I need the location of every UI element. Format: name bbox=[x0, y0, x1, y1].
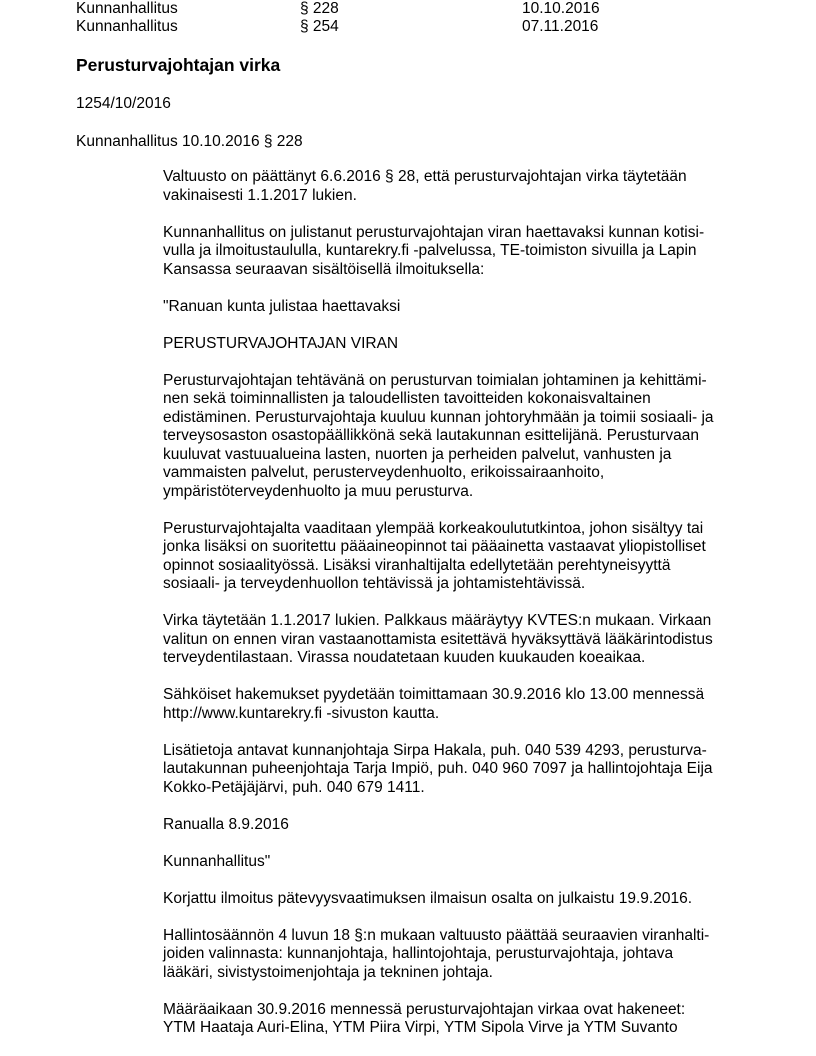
body-paragraph bbox=[163, 853, 743, 872]
paragraph-line: PERUSTURVAJOHTAJAN VIRAN bbox=[163, 334, 399, 352]
paragraph-line: lääkäri, sivistystoimenjohtaja ja tekninen johtaja. bbox=[163, 963, 493, 981]
header-row bbox=[76, 18, 776, 36]
paragraph-line: ympäristöterveydenhuolto ja muu perusturva. bbox=[163, 482, 474, 500]
paragraph-line: vammaisten palvelut, perusterveydenhuolto, erikoissairaanhoito, bbox=[163, 464, 605, 481]
paragraph-line: Hallintosäännön 4 luvun 18 §:n mukaan valtuusto päättää seuraavien viranhalti- bbox=[163, 926, 710, 944]
paragraph-line: "Ranuan kunta julistaa haettavaksi bbox=[163, 297, 401, 315]
paragraph-line: edistäminen. Perusturvajohtaja kuuluu kunnan johtoryhmään ja toimii sosiaali- ja bbox=[163, 408, 714, 426]
paragraph-line: terveysosaston osastopäällikkönä sekä lautakunnan esittelijänä. Perusturvaan bbox=[163, 427, 699, 444]
paragraph-line: terveydentilastaan. Virassa noudatetaan kuuden kuukauden koeaikaa. bbox=[163, 649, 646, 666]
body-paragraph bbox=[163, 298, 743, 317]
header-table bbox=[76, 0, 776, 36]
paragraph-line: Lisätietoja antavat kunnanjohtaja Sirpa Hakala, puh. 040 539 4293, perusturva- bbox=[163, 741, 707, 759]
paragraph-line: Kansassa seuraavan sisältöisellä ilmoituksella: bbox=[163, 260, 485, 278]
paragraph-line: Korjattu ilmoitus pätevyysvaatimuksen ilmaisun osalta on julkaistu 19.9.2016. bbox=[163, 889, 692, 907]
document-body bbox=[163, 168, 743, 1056]
paragraph-line: Perusturvajohtajalta vaaditaan ylempää korkeakoulututkintoa, johon sisältyy tai bbox=[163, 519, 704, 537]
header-date: 07.11.2016 bbox=[522, 18, 599, 35]
body-paragraph bbox=[163, 742, 743, 798]
paragraph-line: nen sekä toiminnallisten ja taloudellisten tavoitteiden kokonaisvaltainen bbox=[163, 390, 651, 407]
header-section: § 254 bbox=[300, 18, 339, 35]
body-paragraph bbox=[163, 890, 743, 909]
paragraph-line: Valtuusto on päättänyt 6.6.2016 § 28, että perusturvajohtajan virka täytetään bbox=[163, 168, 687, 185]
paragraph-line: Virka täytetään 1.1.2017 lukien. Palkkaus määräytyy KVTES:n mukaan. Virkaan bbox=[163, 612, 712, 629]
paragraph-line: Kokko-Petäjäjärvi, puh. 040 679 1411. bbox=[163, 778, 425, 796]
header-body: Kunnanhallitus bbox=[76, 18, 178, 35]
body-paragraph bbox=[163, 612, 743, 668]
header-section: § 228 bbox=[300, 0, 339, 17]
header-date: 10.10.2016 bbox=[522, 0, 600, 17]
paragraph-line: Määräaikaan 30.9.2016 mennessä perusturvajohtajan virkaa ovat hakeneet: bbox=[163, 1000, 686, 1018]
paragraph-line: joiden valinnasta: kunnanjohtaja, hallintojohtaja, perusturvajohtaja, johtava bbox=[163, 945, 674, 962]
page-title: Perusturvajohtajan virka bbox=[76, 55, 281, 75]
header-row bbox=[76, 0, 776, 18]
paragraph-line: kuuluvat vastuualueina lasten, nuorten ja perheiden palvelut, vanhusten ja bbox=[163, 445, 672, 463]
body-paragraph bbox=[163, 1001, 743, 1038]
body-paragraph bbox=[163, 335, 743, 354]
paragraph-line: opinnot sosiaalityössä. Lisäksi viranhaltijalta edellytetään perehtyneisyyttä bbox=[163, 556, 671, 574]
case-number: 1254/10/2016 bbox=[76, 95, 171, 112]
paragraph-line: Kunnanhallitus" bbox=[163, 852, 271, 870]
paragraph-line: valitun on ennen viran vastaanottamista esitettävä hyväksyttävä lääkärintodistus bbox=[163, 630, 713, 648]
paragraph-line: vakinaisesti 1.1.2017 lukien. bbox=[163, 186, 357, 204]
body-paragraph bbox=[163, 520, 743, 594]
paragraph-line: jonka lisäksi on suoritettu pääaineopinnot tai pääainetta vastaavat yliopistolliset bbox=[163, 538, 706, 555]
paragraph-line: Sähköiset hakemukset pyydetään toimittamaan 30.9.2016 klo 13.00 mennessä bbox=[163, 686, 705, 703]
body-paragraph bbox=[163, 686, 743, 723]
body-paragraph bbox=[163, 927, 743, 983]
paragraph-line: Kunnanhallitus on julistanut perusturvajohtajan viran haettavaksi kunnan kotisi- bbox=[163, 223, 705, 241]
paragraph-line: lautakunnan puheenjohtaja Tarja Impiö, puh. 040 960 7097 ja hallintojohtaja Eija bbox=[163, 760, 713, 777]
meeting-reference: Kunnanhallitus 10.10.2016 § 228 bbox=[76, 133, 303, 150]
paragraph-line: sosiaali- ja terveydenhuollon tehtävissä ja johtamistehtävissä. bbox=[163, 575, 586, 592]
paragraph-line: Perusturvajohtajan tehtävänä on perusturvan toimialan johtaminen ja kehittämi- bbox=[163, 371, 707, 389]
header-body: Kunnanhallitus bbox=[76, 0, 178, 17]
paragraph-line: YTM Haataja Auri-Elina, YTM Piira Virpi, YTM Sipola Virve ja YTM Suvanto bbox=[163, 1019, 678, 1036]
body-paragraph bbox=[163, 372, 743, 502]
paragraph-line: Ranualla 8.9.2016 bbox=[163, 815, 289, 833]
paragraph-line: http://www.kuntarekry.fi -sivuston kautta. bbox=[163, 704, 440, 722]
body-paragraph bbox=[163, 816, 743, 835]
paragraph-line: vulla ja ilmoitustaululla, kuntarekry.fi -palvelussa, TE-toimiston sivuilla ja Lapin bbox=[163, 242, 697, 259]
body-paragraph bbox=[163, 168, 743, 205]
body-paragraph bbox=[163, 224, 743, 280]
